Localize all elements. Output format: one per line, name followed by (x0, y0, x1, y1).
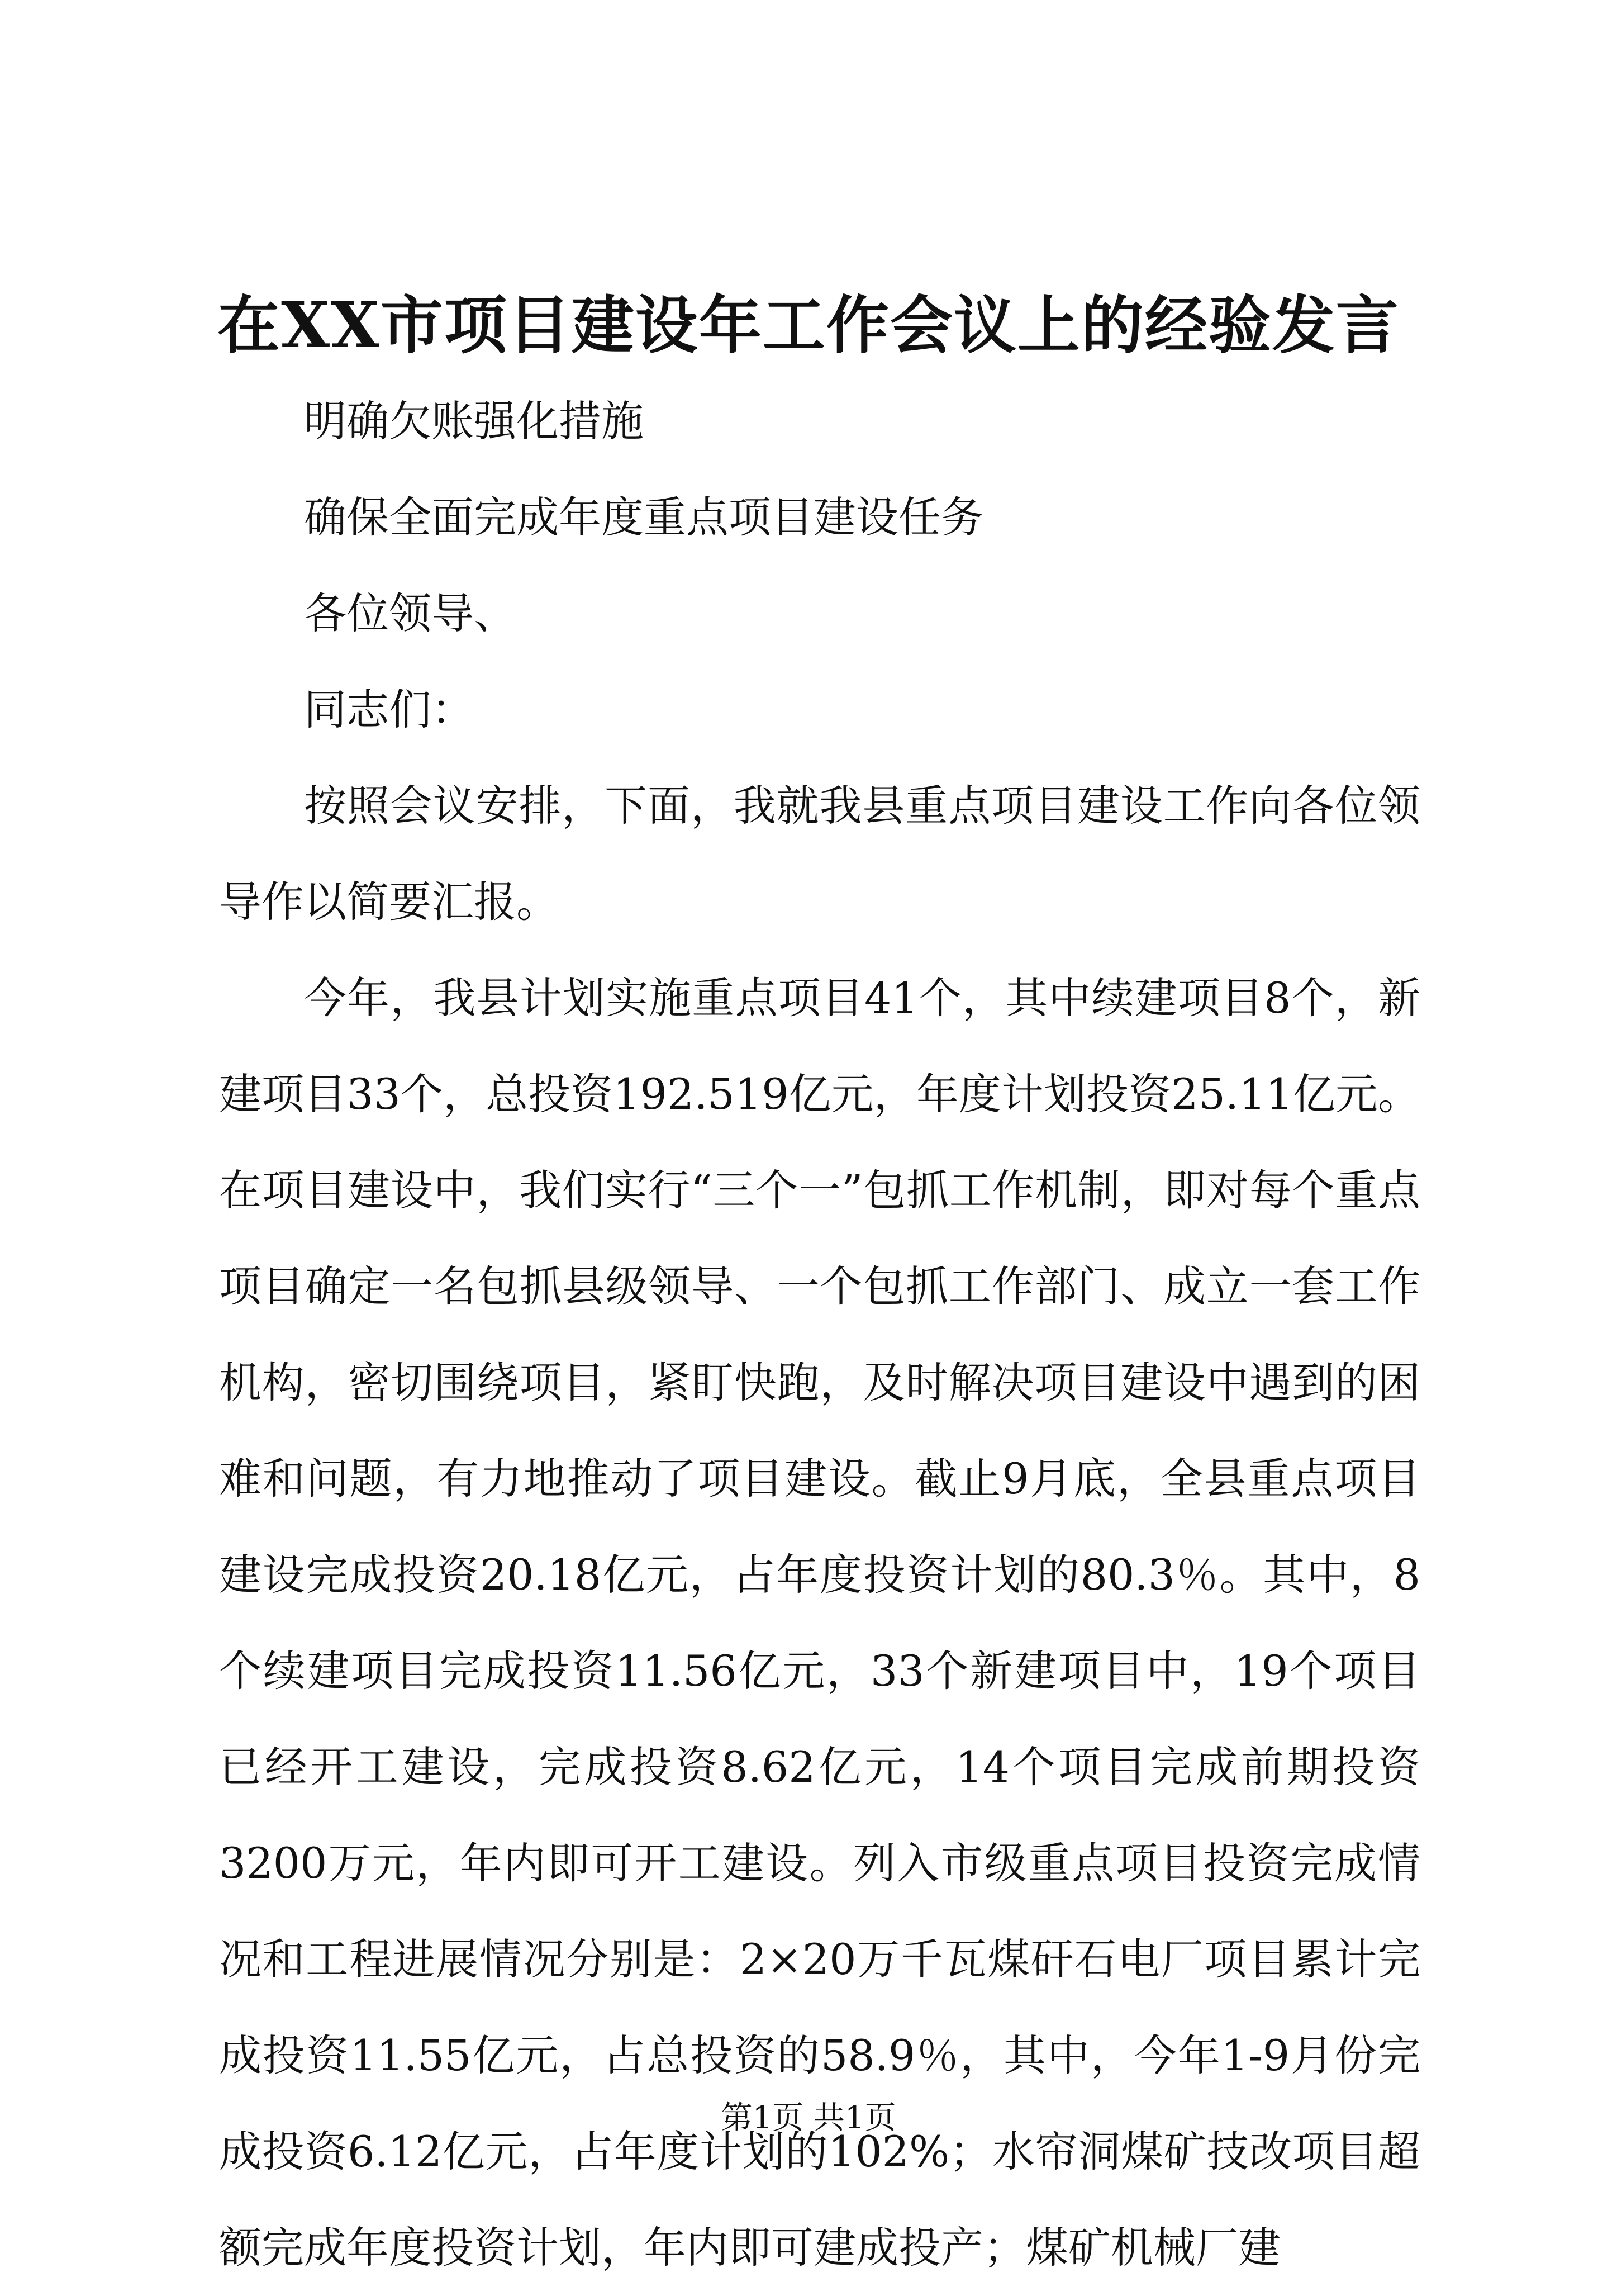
salutation-line-2: 同志们： (304, 685, 474, 734)
document-body (219, 373, 1420, 2296)
subtitle-line-2: 确保全面完成年度重点项目建设任务 (304, 492, 983, 542)
page-footer: 第1页 共1页 (721, 2100, 896, 2136)
body-paragraph: 按照会议安排，下面，我就我县重点项目建设工作向各位领导作以简要汇报。 (219, 781, 1420, 927)
body-paragraph: 今年，我县计划实施重点项目41个，其中续建项目8个，新建项目33个，总投资192.519亿元，年度计划投资25.11亿元。在项目建设中，我们实行“三个一”包抓工作机制，即对每个重点项目确定一名包抓县级领导、一个包抓工作部门、成立一套工作机构，密切围绕项目，紧盯快跑，及时解决项目建设中遇到的困难和问题，有力地推动了项目建设。截止9月底，全县重点项目建设完成投资20.18亿元，占年度投资计划的80.3％。其中，8个续建项目完成投资11.56亿元，33个新建项目中，19个项目已经开工建设，完成投资8.62亿元，14个项目完成前期投资3200万元，年内即可开工建设。列入市级重点项目投资完成情况和工程进展情况分别是：2×20万千瓦煤矸石电厂项目累计完成投资11.55亿元，占总投资的58.9％，其中，今年1-9月份完成投资6.12亿元，占年度计划的102%；水帘洞煤矿技改项目超额完成年度投资计划，年内即可建成投产；煤矿机械厂建 (219, 973, 1420, 2273)
subtitle-line-1: 明确欠账强化措施 (304, 396, 644, 446)
document-title: 在XX市项目建设年工作会议上的经验发言 (217, 289, 1400, 362)
salutation-line-1: 各位领导、 (304, 589, 516, 638)
